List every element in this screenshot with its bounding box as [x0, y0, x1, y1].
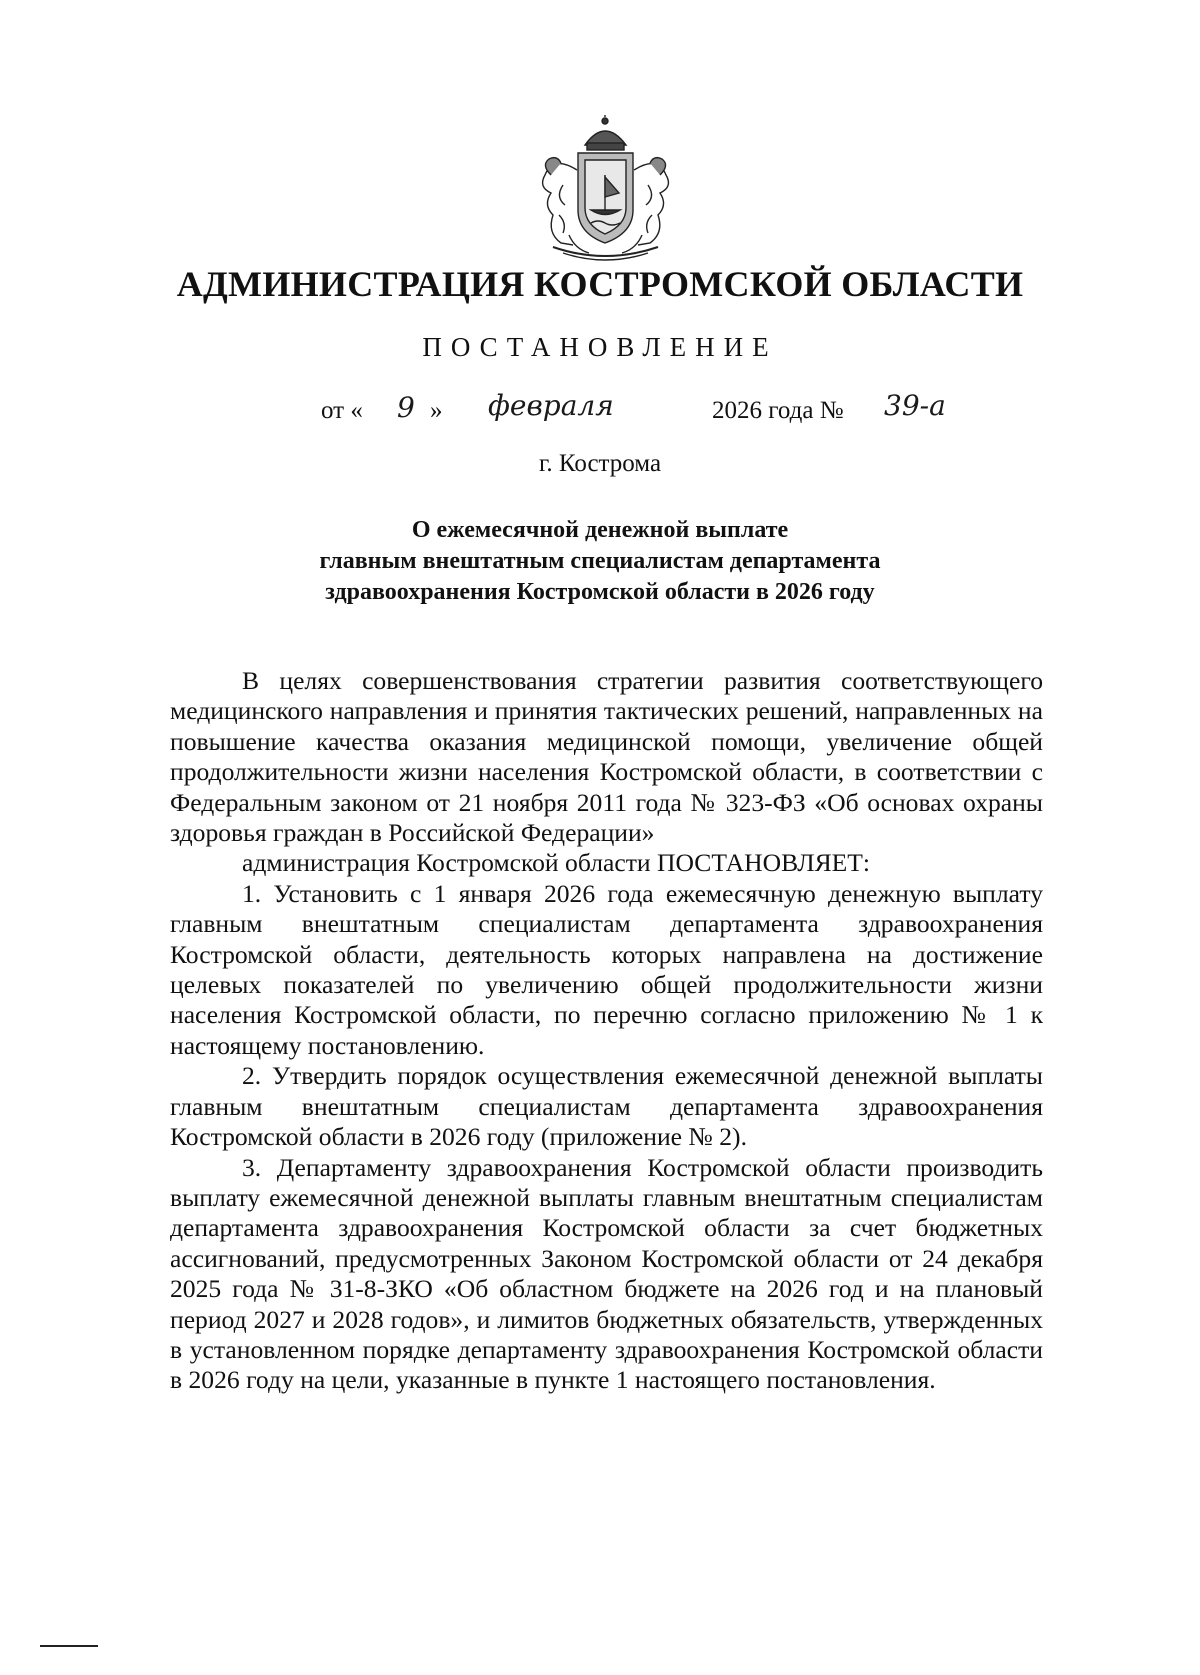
heading-line: О ежемесячной денежной выплате [411, 517, 789, 543]
city-name: г. Кострома [538, 450, 662, 477]
date-year-label: 2026 года № [712, 397, 844, 424]
date-day-handwritten: 9 [397, 391, 415, 424]
resolves-paragraph: администрация Костромской области ПОСТАНОВЛЯЕТ: [242, 848, 871, 878]
organization-title: АДМИНИСТРАЦИЯ КОСТРОМСКОЙ ОБЛАСТИ [176, 264, 1024, 304]
scan-edge-mark [40, 1645, 98, 1647]
coat-of-arms-emblem [533, 115, 678, 265]
item-2-paragraph: 2. Утвердить порядок осуществления ежемесячной денежной выплаты главным внештатным специалистам департамента здравоохранения Костромской области в 2026 году (приложение № 2). [170, 1061, 1043, 1152]
preamble-paragraph: В целях совершенствования стратегии развития соответствующего медицинского направления и принятия тактических решений, направленных на повышение качества оказания медицинской помощи, увеличение общей продолжительности жизни населения Костромской области, в соответствии с Федеральным законом от 21 ноября 2011 года № 323-ФЗ «Об основах охраны здоровья граждан в Российской Федерации» [170, 666, 1043, 848]
document-number-handwritten: 39-а [884, 389, 946, 422]
document-body [170, 666, 1043, 1396]
item-1-paragraph: 1. Установить с 1 января 2026 года ежемесячную денежную выплату главным внештатным специалистам департамента здравоохранения Костромской области, деятельность которых направлена на достижение целевых показателей по увеличению общей продолжительности жизни населения Костромской области, по перечню согласно приложению № 1 к настоящему постановлению. [170, 878, 1043, 1060]
date-prefix: от « [321, 397, 363, 424]
date-line [0, 389, 1200, 435]
document-heading [0, 515, 1200, 608]
heading-line: здравоохранения Костромской области в 2026 году [325, 579, 875, 605]
document-type: ПОСТАНОВЛЕНИЕ [422, 332, 778, 362]
date-day-close: » [430, 397, 443, 424]
date-month-handwritten: февраля [488, 389, 614, 422]
item-3-paragraph: 3. Департаменту здравоохранения Костромской области производить выплату ежемесячной денежной выплаты главным внештатным специалистам департамента здравоохранения Костромской области за счет бюджетных ассигнований, предусмотренных Законом Костромской области от 24 декабря 2025 года № 31-8-ЗКО «Об областном бюджете на 2026 год и на плановый период 2027 и 2028 годов», и лимитов бюджетных обязательств, утвержденных в установленном порядке департаменту здравоохранения Костромской области в 2026 году на цели, указанные в пункте 1 настоящего постановления. [170, 1152, 1043, 1395]
heading-line: главным внештатным специалистам департамента [319, 548, 881, 574]
